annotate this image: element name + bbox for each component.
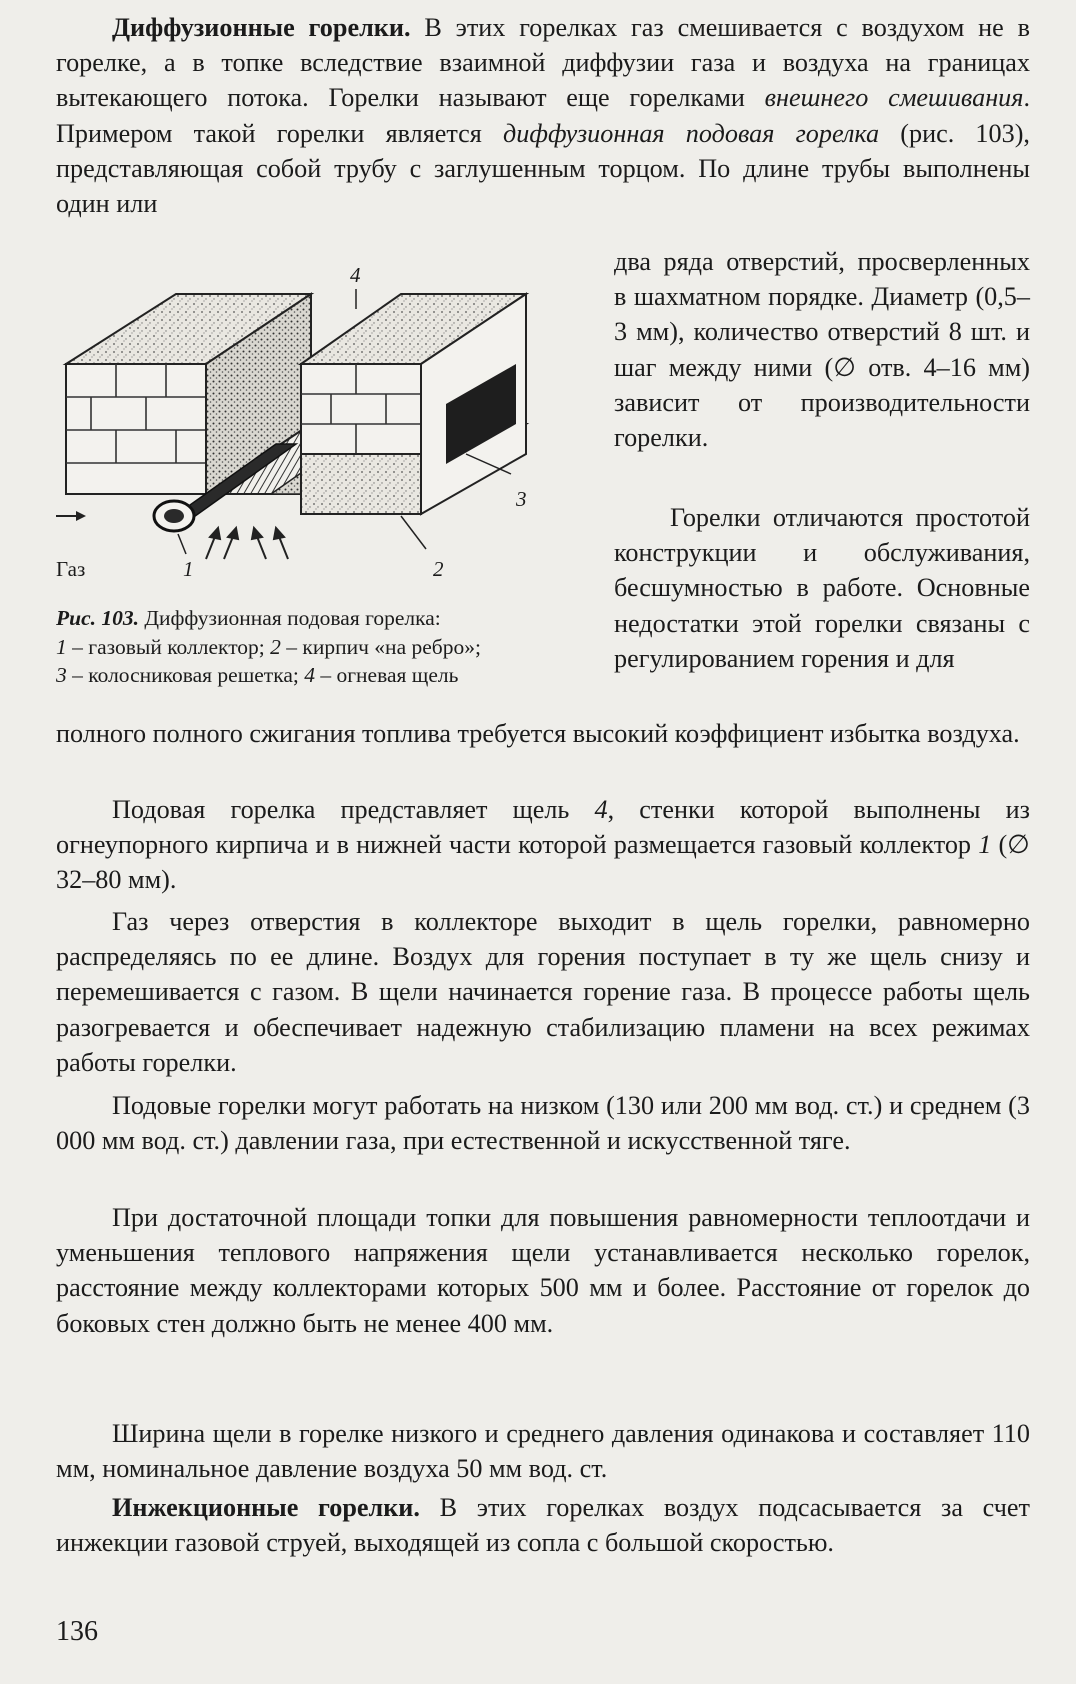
heading-injection-burners: Инжекционные горелки. — [112, 1493, 420, 1522]
text-span: Подовая горелка представляет щель — [112, 795, 595, 824]
italic-term: диффузионная подовая горелка — [503, 118, 880, 148]
paragraph-holes: два ряда отверстий, просверленных в шахматном порядке. Диаметр (0,5–3 мм), количество отверстий 8 шт. и шаг между ними (∅ отв. 4–16 мм) зависит от производительности горелки. — [614, 247, 1030, 453]
left-wall-front — [66, 364, 206, 494]
caption-text: – колосниковая решетка; — [66, 663, 305, 687]
heading-diffusion-burners: Диффузионные горелки. — [112, 13, 411, 42]
caption-text: – газовый коллектор; — [66, 634, 271, 659]
air-arrows — [206, 528, 288, 559]
text-span: . Примером такой горелки является — [56, 83, 1030, 148]
text-span: В этих горелках газ смешивается с воздухом не в горелке, а в топке вследствие взаимной диффузии газа и воздуха на границах вытекающего потока. Горелки называют еще горелками — [56, 13, 1030, 113]
caption-figure-number: Рис. 103. — [56, 606, 140, 630]
paragraph-advantages: Горелки отличаются простотой конструкции и обслуживания, бесшумностью в работе. Основные недостатки этой горелки связаны с регулированием горения и для — [614, 503, 1030, 673]
caption-key: 4 — [304, 663, 315, 687]
italic-number: 4 — [594, 795, 608, 824]
label-4: 4 — [350, 263, 361, 287]
text-span: , стенки которой выполнены из огнеупорного кирпича и в нижней части которой размещается газовый коллектор — [56, 795, 1031, 860]
label-gas: Газ — [56, 557, 86, 581]
paragraph-multiple-burners: При достаточной площади топки для повышения равномерности теплоотдачи и уменьшения теплового напряжения щели устанавливается несколько горелок, расстояние между коллекторами которых 500 мм и более. Расстояние от горелок до боковых стен должно быть не менее 400 мм. — [56, 1203, 1030, 1338]
paragraph-hearth-slot — [56, 792, 1030, 898]
gas-collector-bore — [164, 509, 184, 523]
brick-on-edge — [301, 454, 421, 514]
paragraph-gas-flow: Газ через отверстия в коллекторе выходит в щель горелки, равномерно распределяясь по ее длине. Воздух для горения поступает в ту же щель снизу и перемешивается с газом. В щели начинается горение газа. В процессе работы щель разогревается и обеспечивает надежную стабилизацию пламени на всех режимах работы горелки. — [56, 907, 1030, 1077]
label-1: 1 — [183, 557, 194, 581]
text-span: (∅ 32–80 мм). — [56, 830, 1030, 895]
leader-1 — [178, 534, 186, 554]
burner-illustration — [56, 254, 596, 594]
caption-title: Диффузионная подовая горелка: — [139, 606, 441, 630]
page-number: 136 — [56, 1616, 98, 1647]
italic-term: внешнего смешивания — [764, 83, 1024, 113]
paragraph-diffusion-burners — [56, 10, 1030, 221]
figure-caption — [56, 604, 596, 690]
text-span: В этих горелках воздух подсасывается за счет инжекции газовой струей, выходящей из сопла с большой скоростью. — [56, 1493, 1030, 1558]
label-3: 3 — [516, 487, 527, 511]
caption-text: – огневая щель — [314, 663, 459, 687]
leader-2 — [401, 516, 426, 549]
right-wall-front — [301, 364, 421, 454]
text-span: (рис. 103), представляющая собой трубу с заглушенным торцом. По длине трубы выполнены один или — [56, 118, 1030, 219]
caption-text: – кирпич «на ребро»; — [280, 634, 481, 659]
caption-key: 2 — [270, 634, 281, 659]
gas-arrow-head — [76, 511, 86, 521]
caption-key: 1 — [56, 634, 67, 659]
paragraph-slot-width: Ширина щели в горелке низкого и среднего давления одинакова и составляет 110 мм, номинальное давление воздуха 50 мм вод. ст. — [56, 1419, 1030, 1484]
caption-key: 3 — [56, 663, 67, 687]
paragraph-injection-burners — [56, 1490, 1030, 1560]
figure-hearth-burner — [56, 254, 596, 594]
paragraph-air-excess: полного полного сжигания топлива требуется высокий коэффициент избытка воздуха. — [56, 719, 1020, 748]
label-2: 2 — [433, 557, 444, 581]
italic-number: 1 — [978, 830, 992, 860]
paragraph-pressure: Подовые горелки могут работать на низком (130 или 200 мм вод. ст.) и среднем (3 000 мм вод. ст.) давлении газа, при естественной и искусственной тяге. — [56, 1091, 1030, 1156]
